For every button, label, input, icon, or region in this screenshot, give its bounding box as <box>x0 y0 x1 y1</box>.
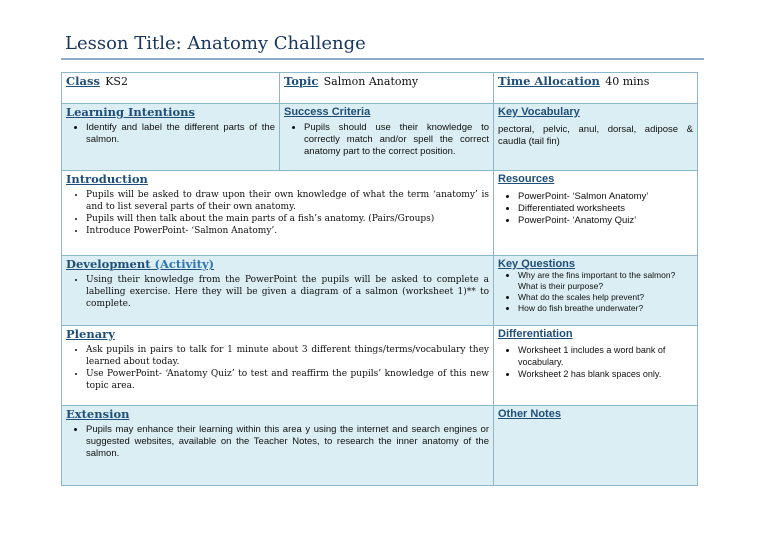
list-item: • Ask pupils in pairs to talk for 1 minute about 3 different things/terms/vocabulary they learned about today. <box>86 344 489 368</box>
other-notes-cell <box>494 406 698 486</box>
success-criteria-heading: Success Criteria <box>284 106 371 118</box>
development-label: Development <box>66 257 151 271</box>
introduction-heading: Introduction <box>66 172 148 186</box>
resources-heading: Resources <box>498 173 555 185</box>
topic-value: Salmon Anatomy <box>323 75 419 88</box>
plenary-heading: Plenary <box>66 327 115 341</box>
list-item: • Worksheet 2 has blank spaces only. <box>518 368 693 380</box>
extension-cell <box>62 406 494 486</box>
list-item: • Using their knowledge from the PowerPoint the pupils will be asked to complete a labelling exercise. Here they will be given a diagram of a salmon (worksheet 1)** to complete. <box>86 274 489 310</box>
class-label: Class <box>66 74 100 88</box>
topic-cell <box>280 73 494 104</box>
learning-intentions-heading: Learning Intentions <box>66 105 195 119</box>
key-questions-cell <box>494 256 698 326</box>
list-item: • Use PowerPoint- ‘Anatomy Quiz’ to test and reaffirm the pupils’ knowledge of this new topic area. <box>86 368 489 392</box>
development-cell <box>62 256 494 326</box>
list-item: • Differentiated worksheets <box>518 203 693 215</box>
class-cell <box>62 73 280 104</box>
differentiation-heading: Differentiation <box>498 328 573 340</box>
list-item: • Introduce PowerPoint- ‘Salmon Anatomy’. <box>86 225 489 237</box>
learning-intentions-cell <box>62 104 280 171</box>
other-notes-heading: Other Notes <box>498 408 561 420</box>
list-item: • Pupils should use their knowledge to correctly match and/or spell the correct anatomy part to the correct position. <box>304 122 489 158</box>
plenary-cell <box>62 326 494 406</box>
list-item: • Why are the fins important to the salmon? What is their purpose? <box>518 270 693 292</box>
key-vocabulary-text: pectoral, pelvic, anul, dorsal, adipose & caudla (tail fin) <box>498 124 693 147</box>
success-criteria-cell <box>280 104 494 171</box>
key-vocabulary-heading: Key Vocabulary <box>498 106 580 118</box>
list-item: • Pupils will then talk about the main parts of a fish’s anatomy. (Pairs/Groups) <box>86 213 489 225</box>
list-item: • How do fish breathe underwater? <box>518 303 693 314</box>
time-label: Time Allocation <box>498 74 600 88</box>
list-item: • Identify and label the different parts of the salmon. <box>86 122 275 146</box>
class-value: KS2 <box>105 75 128 88</box>
list-item: • Pupils may enhance their learning within this area y using the internet and search engines or suggested websites, available on the Teacher Notes, to research the inner anatomy of the salmon. <box>86 424 489 460</box>
list-item: • Worksheet 1 includes a word bank of vocabulary. <box>518 344 693 368</box>
lesson-title: Lesson Title: Anatomy Challenge <box>65 33 366 54</box>
list-item: • PowerPoint- ‘Salmon Anatomy’ <box>518 191 693 203</box>
key-vocabulary-cell <box>494 104 698 171</box>
activity-label: (Activity) <box>154 257 215 271</box>
topic-label: Topic <box>284 74 319 88</box>
introduction-cell <box>62 171 494 256</box>
extension-heading: Extension <box>66 407 130 421</box>
title-divider <box>61 58 704 60</box>
list-item: • What do the scales help prevent? <box>518 292 693 303</box>
resources-cell <box>494 171 698 256</box>
lesson-plan-table <box>61 72 698 486</box>
list-item: • Pupils will be asked to draw upon their own knowledge of what the term ‘anatomy’ is and to list several parts of their own anatomy. <box>86 189 489 213</box>
differentiation-cell <box>494 326 698 406</box>
time-value: 40 mins <box>605 75 650 88</box>
time-cell <box>494 73 698 104</box>
development-heading <box>66 258 489 270</box>
key-questions-heading: Key Questions <box>498 258 576 270</box>
list-item: • PowerPoint- ‘Anatomy Quiz’ <box>518 215 693 227</box>
